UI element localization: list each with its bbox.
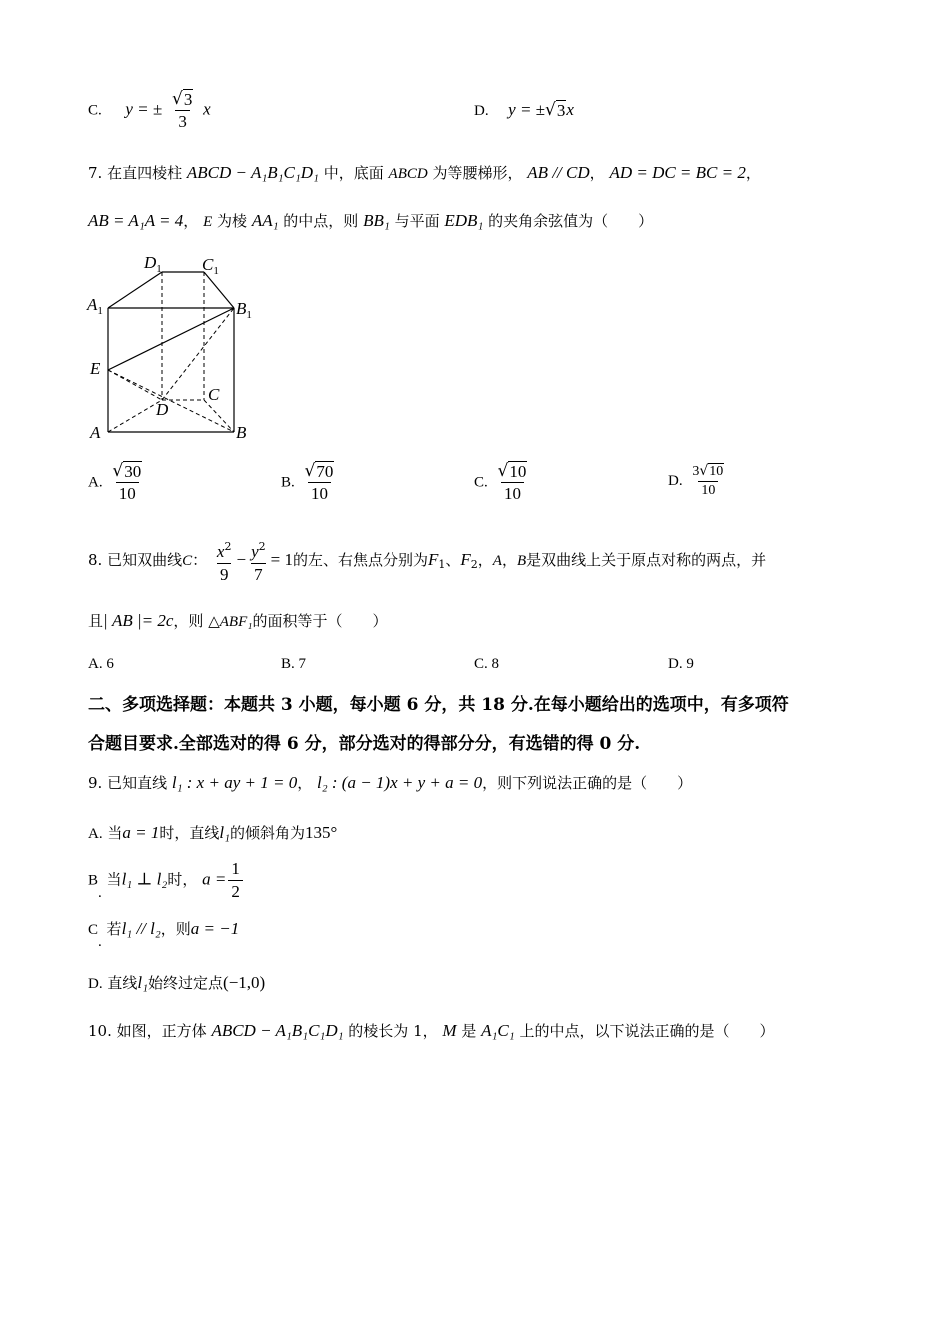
edge-c1b1 bbox=[204, 272, 234, 308]
q9-option-c[interactable]: C. 若l₁ // l₂，则a = −1 bbox=[88, 919, 240, 950]
variable: x bbox=[566, 100, 574, 119]
formula-lhs: y = ± bbox=[125, 99, 163, 119]
q7-option-d[interactable]: D. 3 √ 10 10 bbox=[668, 462, 729, 500]
edge-ad bbox=[108, 400, 162, 432]
question-number: 9. bbox=[88, 774, 103, 792]
fraction-x: $\frac{x^2}{9}$ bbox=[216, 540, 232, 584]
option-label: C. bbox=[88, 102, 102, 119]
fraction-y: $\frac{y^2}{7}$ bbox=[251, 540, 266, 584]
question-number: 10. bbox=[88, 1022, 112, 1040]
q9-stem: 9. 已知直线 l₁ : x + ay + 1 = 0， l₂ : (a − 1)x + y + a = 0，则下列说法正确的是（ ） bbox=[88, 773, 693, 792]
fraction: 3 √ 10 10 bbox=[692, 463, 724, 498]
label-c: C bbox=[208, 385, 220, 404]
q8-line1: 8. 已知双曲线C： $\frac{x^2}{9}$ − $\frac{y^2}{7}$ = 1的左、右焦点分别为$F_1$、$F_2$，A，B是双曲线上关于原点对称的两点，并 bbox=[88, 536, 766, 586]
q7-option-a[interactable]: A. √ 30 10 bbox=[88, 460, 147, 505]
q6-option-d[interactable]: D. y = ± √ 3 x bbox=[474, 100, 574, 120]
label-e: E bbox=[90, 359, 101, 378]
q9-option-a[interactable]: A. 当a = 1时，直线l₁的倾斜角为135° bbox=[88, 823, 338, 842]
label-d1: $D_1$ bbox=[144, 253, 162, 275]
formula-lhs: y = ± bbox=[508, 100, 546, 119]
q7-line1: 7. 在直四棱柱 ABCD − A₁B₁C₁D₁ 中，底面 ABCD 为等腰梯形， AB // CD， AD = DC = BC = 2， bbox=[88, 163, 761, 182]
q8-option-d[interactable]: D. 9 bbox=[668, 656, 694, 672]
label-a1: $A_1$ bbox=[87, 295, 103, 317]
q8-option-c[interactable]: C. 8 bbox=[474, 656, 500, 672]
q8-option-a[interactable]: A. 6 bbox=[88, 656, 114, 672]
q8-line2: 且| AB |= 2c，则 △ABF₁的面积等于（ ） bbox=[88, 611, 388, 630]
q9-option-b[interactable]: B. 当l₁ ⊥ l₂时， a = $\frac{1}{2}$ bbox=[88, 858, 245, 903]
option-label: D. bbox=[474, 103, 489, 119]
label-a: A bbox=[90, 423, 101, 442]
section-heading-line2: 合题目要求.全部选对的得 6 分，部分选对的得部分分，有选错的得 0 分. bbox=[88, 734, 641, 754]
q7-option-c[interactable]: C. √ 10 10 bbox=[474, 460, 532, 505]
denominator: 3 bbox=[175, 110, 190, 133]
q7-prism-figure bbox=[84, 250, 274, 450]
label-b1: $B_1$ bbox=[236, 299, 252, 321]
fraction: $\frac{1}{2}$ bbox=[228, 858, 243, 903]
q8-option-b[interactable]: B. 7 bbox=[281, 656, 307, 672]
q7-option-b[interactable]: B. √ 70 10 bbox=[281, 460, 339, 505]
variable: x bbox=[203, 99, 211, 119]
edge-a1d1 bbox=[108, 272, 162, 308]
q7-line2: AB = A₁A = 4， E 为棱 AA₁ 的中点，则 BB₁ 与平面 EDB₁ 的夹角余弦值为（ ） bbox=[88, 211, 654, 230]
label-d: D bbox=[156, 400, 169, 419]
segment-db1 bbox=[162, 308, 234, 400]
radicand: 3 bbox=[183, 90, 193, 109]
label-b: B bbox=[236, 423, 247, 442]
fraction: √ 30 10 bbox=[112, 461, 142, 503]
q10-stem: 10. 如图，正方体 ABCD − A₁B₁C₁D₁ 的棱长为 1， M 是 A₁C₁ 上的中点，以下说法正确的是（ ） bbox=[88, 1021, 775, 1040]
segment-eb1 bbox=[108, 308, 234, 370]
q9-option-d[interactable]: D. 直线l₁始终过定点(−1,0) bbox=[88, 973, 266, 992]
q6-option-c[interactable] bbox=[88, 88, 211, 133]
fraction: √ 70 10 bbox=[304, 461, 334, 503]
question-number: 7. bbox=[88, 164, 103, 182]
edge-cb bbox=[204, 400, 234, 432]
fraction: √ 10 10 bbox=[497, 461, 527, 503]
fraction: √ 3 3 bbox=[171, 89, 193, 131]
section-heading-line1: 二、多项选择题：本题共 3 小题，每小题 6 分，共 18 分.在每小题给出的选项中，有多项符 bbox=[88, 695, 789, 715]
radicand: 3 bbox=[556, 101, 566, 120]
label-c1: $C_1$ bbox=[202, 255, 219, 277]
question-number: 8. bbox=[88, 551, 103, 569]
